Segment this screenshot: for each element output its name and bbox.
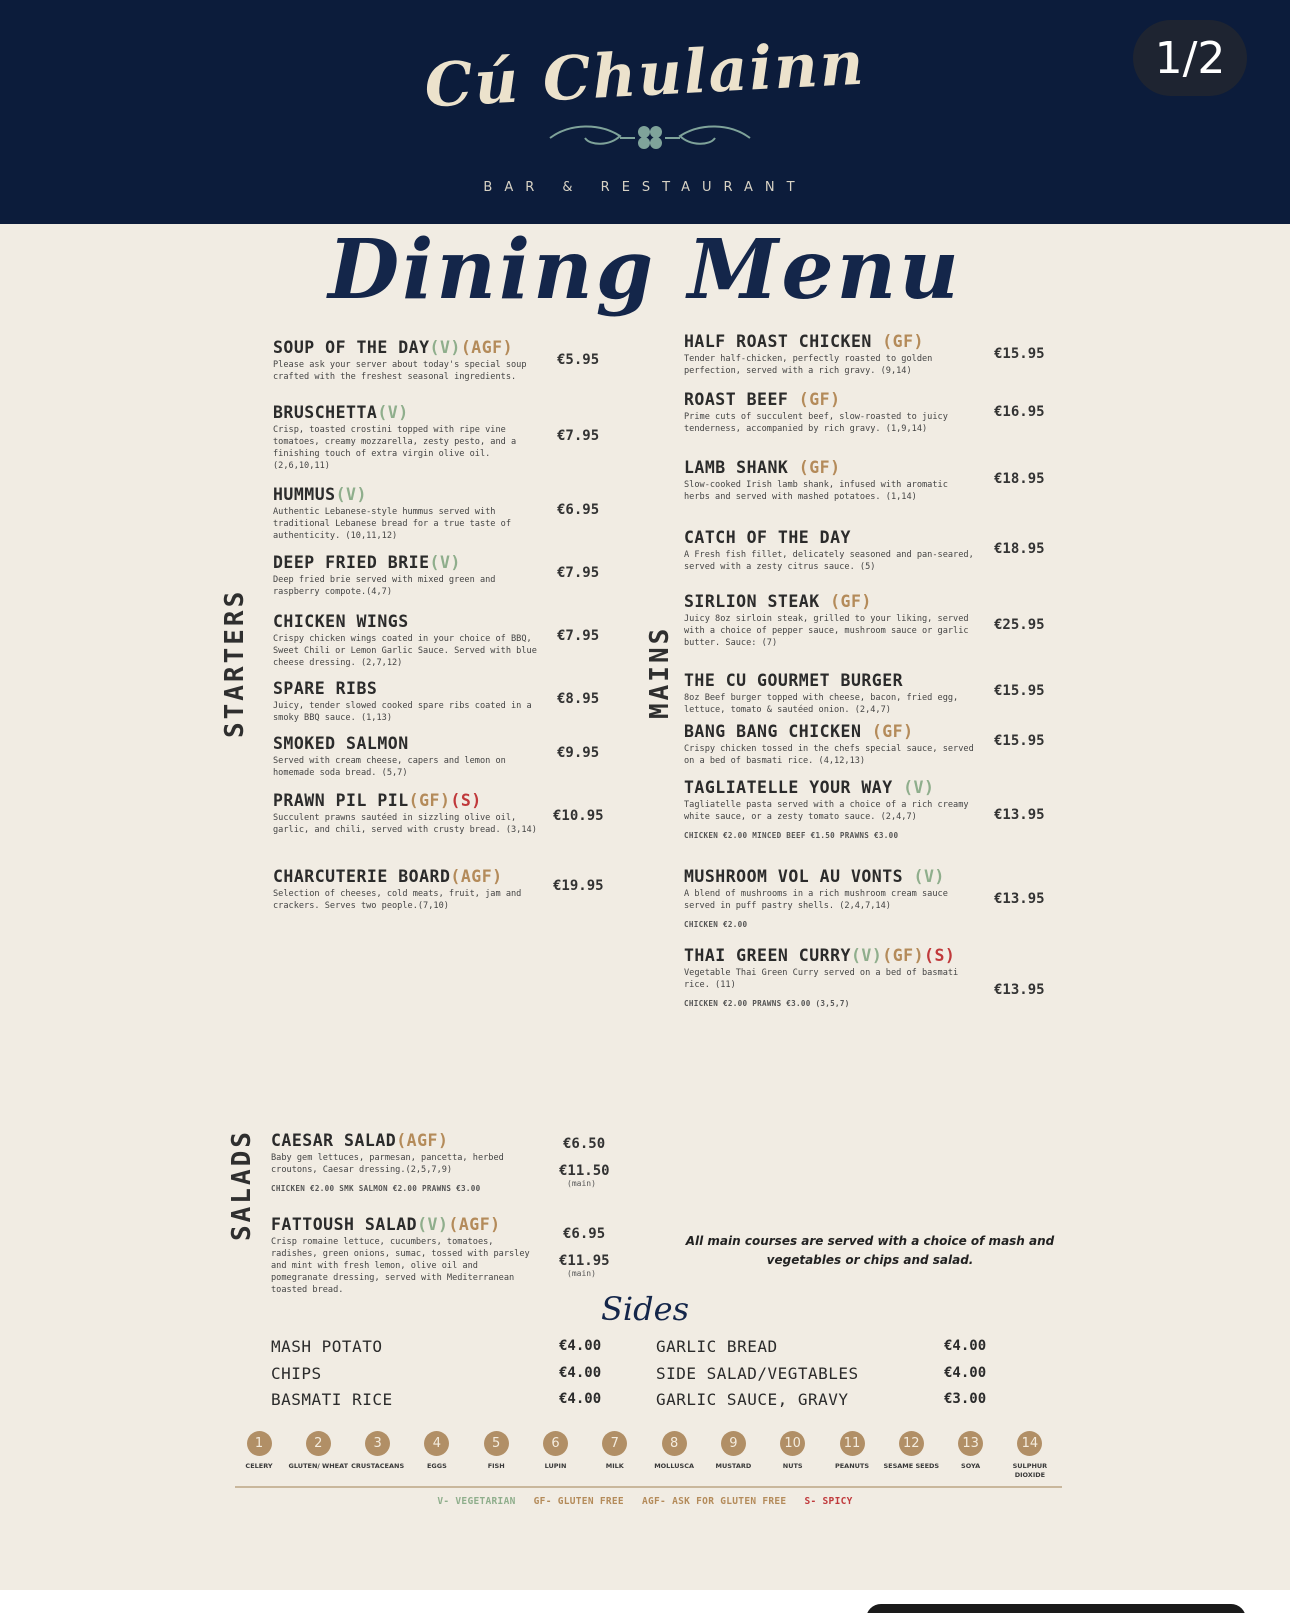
- allergen-label: MILK: [605, 1462, 624, 1470]
- allergen-item: [763, 1431, 823, 1471]
- legend-vegetarian: V- VEGETARIAN: [437, 1496, 516, 1507]
- item-name: SPARE RIBS: [273, 679, 378, 698]
- item-name: THE CU GOURMET BURGER: [684, 671, 904, 690]
- allergen-item: [407, 1431, 467, 1471]
- sides-title: Sides: [601, 1290, 689, 1328]
- gluten-free-tag: (AGF): [450, 867, 503, 886]
- brand-tagline: BAR & RESTAURANT: [483, 180, 807, 195]
- vegetarian-tag: (V): [903, 778, 935, 797]
- mains-side-note: All main courses are served with a choice of mash and vegetables or chips and salad.: [685, 1234, 1055, 1267]
- side-item-price: €4.00: [944, 1365, 987, 1381]
- main-size-label: (main): [567, 1269, 596, 1278]
- allergen-number-badge: 13: [958, 1431, 983, 1456]
- spicy-tag: (S): [924, 946, 956, 965]
- allergen-item: [881, 1431, 941, 1471]
- legend-gluten-free: GF- GLUTEN FREE: [533, 1496, 624, 1507]
- item-description: A blend of mushrooms in a rich mushroom cream sauce served in puff pastry shells. (2,4,7,14): [684, 889, 948, 911]
- item-description: Baby gem lettuces, parmesan, pancetta, herbed croutons, Caesar dressing.(2,5,7,9): [271, 1153, 504, 1175]
- item-name: HALF ROAST CHICKEN (GF): [684, 332, 924, 351]
- side-item-name: MASH POTATO: [271, 1337, 383, 1356]
- allergen-number-badge: 8: [662, 1431, 687, 1456]
- page-indicator: 1/2: [1133, 20, 1247, 96]
- item-name: MUSHROOM VOL AU VONTS (V): [684, 867, 945, 886]
- allergen-item: [526, 1431, 586, 1471]
- gluten-free-tag: (GF): [882, 332, 924, 351]
- gluten-free-tag: (GF): [830, 592, 872, 611]
- item-description: Juicy, tender slowed cooked spare ribs coated in a smoky BBQ sauce. (1,13): [273, 701, 532, 723]
- vegetarian-tag: (V): [913, 867, 945, 886]
- item-price: €18.95: [994, 541, 1045, 557]
- side-item-price: €4.00: [559, 1391, 602, 1407]
- item-price-main: €11.50: [559, 1163, 610, 1179]
- allergen-number-badge: 6: [543, 1431, 568, 1456]
- item-price: €16.95: [994, 404, 1045, 420]
- item-name: DEEP FRIED BRIE(V): [273, 553, 461, 572]
- item-price: €13.95: [994, 891, 1045, 907]
- item-description: A Fresh fish fillet, delicately seasoned and pan-seared, served with a zesty citrus sauce. (5): [684, 550, 974, 572]
- item-description: Served with cream cheese, capers and lemon on homemade soda bread. (5,7): [273, 756, 506, 778]
- allergen-label: EGGS: [426, 1462, 447, 1470]
- starter-item: [273, 867, 543, 912]
- side-item-name: BASMATI RICE: [271, 1390, 393, 1409]
- legend-spicy: S- SPICY: [804, 1496, 853, 1507]
- starter-item: [273, 734, 543, 779]
- bottom-bar[interactable]: [866, 1604, 1246, 1613]
- item-description: Please ask your server about today's special soup crafted with the freshest seasonal ingredients.: [273, 360, 527, 382]
- item-description: Authentic Lebanese-style hummus served with traditional Lebanese bread for a true taste of authenticity. (10,11,12): [273, 507, 511, 541]
- item-name: TAGLIATELLE YOUR WAY (V): [684, 778, 935, 797]
- item-price-small: €6.50: [563, 1136, 606, 1152]
- item-price: €8.95: [557, 691, 600, 707]
- allergen-label: PEANUTS: [834, 1462, 870, 1470]
- allergen-number-badge: 1: [247, 1431, 272, 1456]
- allergen-number-badge: 7: [602, 1431, 627, 1456]
- starter-item: [273, 403, 543, 472]
- item-price: €18.95: [994, 471, 1045, 487]
- item-name: HUMMUS(V): [273, 485, 367, 504]
- menu-title: Dining Menu: [328, 222, 962, 318]
- item-addons: CHICKEN €2.00 SMK SALMON €2.00 PRAWNS €3.00: [271, 1184, 481, 1193]
- section-label-mains: MAINS: [645, 625, 675, 719]
- item-price: €7.95: [557, 628, 600, 644]
- side-item-name: CHIPS: [271, 1364, 322, 1383]
- gluten-free-tag: (AGF): [448, 1215, 501, 1234]
- allergen-item: [585, 1431, 645, 1471]
- side-item-name: GARLIC SAUCE, GRAVY: [656, 1390, 849, 1409]
- allergen-label: MUSTARD: [715, 1462, 752, 1470]
- item-price: €13.95: [994, 982, 1045, 998]
- item-price: €7.95: [557, 565, 600, 581]
- item-description: Selection of cheeses, cold meats, fruit, jam and crackers. Serves two people.(7,10): [273, 889, 522, 911]
- allergen-item: [703, 1431, 763, 1471]
- shamrock-flourish-icon: [540, 118, 760, 158]
- divider: [235, 1486, 1062, 1488]
- vegetarian-tag: (V): [335, 485, 367, 504]
- vegetarian-tag: (V): [417, 1215, 449, 1234]
- spicy-tag: (S): [450, 791, 482, 810]
- side-item-price: €3.00: [944, 1391, 987, 1407]
- item-description: Tagliatelle pasta served with a choice of a rich creamy white sauce, or a zesty tomato sauce. (2,4,7): [684, 800, 969, 822]
- allergen-label: GLUTEN/ WHEAT: [288, 1462, 349, 1470]
- section-label-starters: STARTERS: [220, 588, 250, 738]
- starter-item: [273, 338, 543, 383]
- item-price: €15.95: [994, 683, 1045, 699]
- item-description: Crisp romaine lettuce, cucumbers, tomatoes, radishes, green onions, sumac, tossed with parsley and mint with fresh lemon, olive oil and pomegranate dressing, served with Mediterranean toasted bread.: [271, 1237, 530, 1295]
- main-item: [684, 722, 974, 767]
- item-description: Deep fried brie served with mixed green and raspberry compote.(4,7): [273, 575, 496, 597]
- item-description: Vegetable Thai Green Curry served on a bed of basmati rice. (11): [684, 968, 959, 990]
- main-size-label: (main): [567, 1179, 596, 1188]
- allergen-label: NUTS: [782, 1462, 803, 1470]
- item-name: THAI GREEN CURRY(V)(GF)(S): [684, 946, 956, 965]
- allergen-label: SOYA: [961, 1462, 981, 1470]
- side-item-price: €4.00: [559, 1338, 602, 1354]
- allergen-number-badge: 10: [780, 1431, 805, 1456]
- item-name: CAESAR SALAD(AGF): [271, 1131, 449, 1150]
- salad-item: [271, 1131, 531, 1193]
- item-addons: CHICKEN €2.00 MINCED BEEF €1.50 PRAWNS €3.00: [684, 831, 899, 840]
- item-price-small: €6.95: [563, 1226, 606, 1242]
- allergen-number-badge: 12: [899, 1431, 924, 1456]
- side-item-price: €4.00: [559, 1365, 602, 1381]
- starter-item: [273, 553, 543, 598]
- gluten-free-tag: (GF): [871, 722, 914, 741]
- item-name: PRAWN PIL PIL(GF)(S): [273, 791, 482, 810]
- side-item-name: GARLIC BREAD: [656, 1337, 778, 1356]
- main-item: [684, 390, 974, 435]
- item-description: Crispy chicken tossed in the chefs special sauce, served on a bed of basmati rice. (4,12,13): [684, 744, 974, 766]
- item-name: CATCH OF THE DAY: [684, 528, 851, 547]
- item-name: CHICKEN WINGS: [273, 612, 409, 631]
- item-description: Prime cuts of succulent beef, slow-roasted to juicy tenderness, accompanied by rich gravy. (1,9,14): [684, 412, 948, 434]
- item-name: LAMB SHANK (GF): [684, 458, 841, 477]
- allergen-label: SESAME SEEDS: [883, 1462, 940, 1470]
- starter-item: [273, 791, 543, 836]
- allergen-item: [1000, 1431, 1060, 1480]
- allergen-item: [288, 1431, 348, 1471]
- item-name: ROAST BEEF (GF): [684, 390, 841, 409]
- gluten-free-tag: (AGF): [396, 1131, 449, 1150]
- gluten-free-tag: (AGF): [460, 338, 513, 357]
- allergen-item: [822, 1431, 882, 1471]
- item-price: €25.95: [994, 617, 1045, 633]
- item-description: Juicy 8oz sirloin steak, grilled to your liking, served with a choice of pepper sauce, mushroom sauce or garlic butter. Sauce: (7): [684, 614, 969, 648]
- vegetarian-tag: (V): [377, 403, 409, 422]
- allergen-label: LUPIN: [544, 1462, 567, 1470]
- gluten-free-tag: (GF): [798, 458, 841, 477]
- gluten-free-tag: (GF): [882, 946, 925, 965]
- allergen-item: [348, 1431, 408, 1471]
- allergen-label: MOLLUSCA: [654, 1462, 694, 1470]
- main-item: [684, 592, 974, 649]
- item-price: €6.95: [557, 502, 600, 518]
- starter-item: [273, 485, 543, 542]
- main-item: [684, 946, 974, 1008]
- dietary-legend: [0, 1496, 1290, 1507]
- allergen-item: [466, 1431, 526, 1471]
- allergen-number-badge: 5: [484, 1431, 509, 1456]
- gluten-free-tag: (GF): [408, 791, 451, 810]
- item-price: €19.95: [553, 878, 604, 894]
- item-name: BRUSCHETTA(V): [273, 403, 409, 422]
- main-item: [684, 867, 974, 929]
- item-name: CHARCUTERIE BOARD(AGF): [273, 867, 503, 886]
- header-banner: [0, 0, 1290, 224]
- item-name: SMOKED SALMON: [273, 734, 409, 753]
- item-addons: CHICKEN €2.00 PRAWNS €3.00 (3,5,7): [684, 999, 850, 1008]
- item-name: SOUP OF THE DAY(V)(AGF): [273, 338, 513, 357]
- starter-item: [273, 612, 543, 669]
- allergen-number-badge: 14: [1017, 1431, 1042, 1456]
- vegetarian-tag: (V): [429, 338, 461, 357]
- item-name: BANG BANG CHICKEN (GF): [684, 722, 914, 741]
- main-item: [684, 458, 974, 503]
- item-name: SIRLION STEAK (GF): [684, 592, 872, 611]
- side-item-price: €4.00: [944, 1338, 987, 1354]
- allergen-number-badge: 3: [365, 1431, 390, 1456]
- allergen-item: [941, 1431, 1001, 1471]
- salad-item: [271, 1215, 531, 1296]
- allergen-label: FISH: [487, 1462, 505, 1470]
- item-price: €10.95: [553, 808, 604, 824]
- item-price: €7.95: [557, 428, 600, 444]
- item-description: 8oz Beef burger topped with cheese, bacon, fried egg, lettuce, tomato & sautéed onion. (2,4,7): [684, 693, 959, 715]
- item-description: Crispy chicken wings coated in your choice of BBQ, Sweet Chili or Lemon Garlic Sauce. Served with blue cheese dressing. (2,7,12): [273, 634, 537, 668]
- item-price: €15.95: [994, 346, 1045, 362]
- item-price: €15.95: [994, 733, 1045, 749]
- item-addons: CHICKEN €2.00: [684, 920, 748, 929]
- vegetarian-tag: (V): [850, 946, 883, 965]
- allergen-label: CRUSTACEANS: [351, 1462, 405, 1470]
- allergen-label: SULPHUR DIOXIDE: [1012, 1462, 1048, 1479]
- allergen-label: CELERY: [245, 1462, 273, 1470]
- item-price: €5.95: [557, 352, 600, 368]
- side-item-name: SIDE SALAD/VEGTABLES: [656, 1364, 859, 1383]
- vegetarian-tag: (V): [429, 553, 461, 572]
- section-label-salads: SALADS: [227, 1129, 257, 1241]
- item-description: Crisp, toasted crostini topped with ripe vine tomatoes, creamy mozzarella, zesty pesto, and a finishing touch of extra virgin olive oil. (2,6,10,11): [273, 425, 517, 471]
- allergen-item: [229, 1431, 289, 1471]
- item-description: Tender half-chicken, perfectly roasted to golden perfection, served with a rich gravy. (9,14): [684, 354, 933, 376]
- item-description: Slow-cooked Irish lamb shank, infused with aromatic herbs and served with mashed potatoes. (1,14): [684, 480, 948, 502]
- allergen-number-badge: 11: [840, 1431, 865, 1456]
- main-item: [684, 671, 974, 716]
- main-item: [684, 528, 974, 573]
- allergen-number-badge: 4: [424, 1431, 449, 1456]
- allergen-number-badge: 2: [306, 1431, 331, 1456]
- allergen-number-badge: 9: [721, 1431, 746, 1456]
- main-item: [684, 332, 974, 377]
- allergen-item: [644, 1431, 704, 1471]
- main-item: [684, 778, 974, 840]
- item-price: €9.95: [557, 745, 600, 761]
- gluten-free-tag: (GF): [798, 390, 841, 409]
- legend-ask-gluten-free: AGF- ASK FOR GLUTEN FREE: [641, 1496, 787, 1507]
- item-name: FATTOUSH SALAD(V)(AGF): [271, 1215, 501, 1234]
- brand-logo: Cú Chulainn: [422, 28, 868, 122]
- item-price: €13.95: [994, 807, 1045, 823]
- item-description: Succulent prawns sautéed in sizzling olive oil, garlic, and chili, served with crusty bread. (3,14): [273, 813, 537, 835]
- item-price-main: €11.95: [559, 1253, 610, 1269]
- starter-item: [273, 679, 543, 724]
